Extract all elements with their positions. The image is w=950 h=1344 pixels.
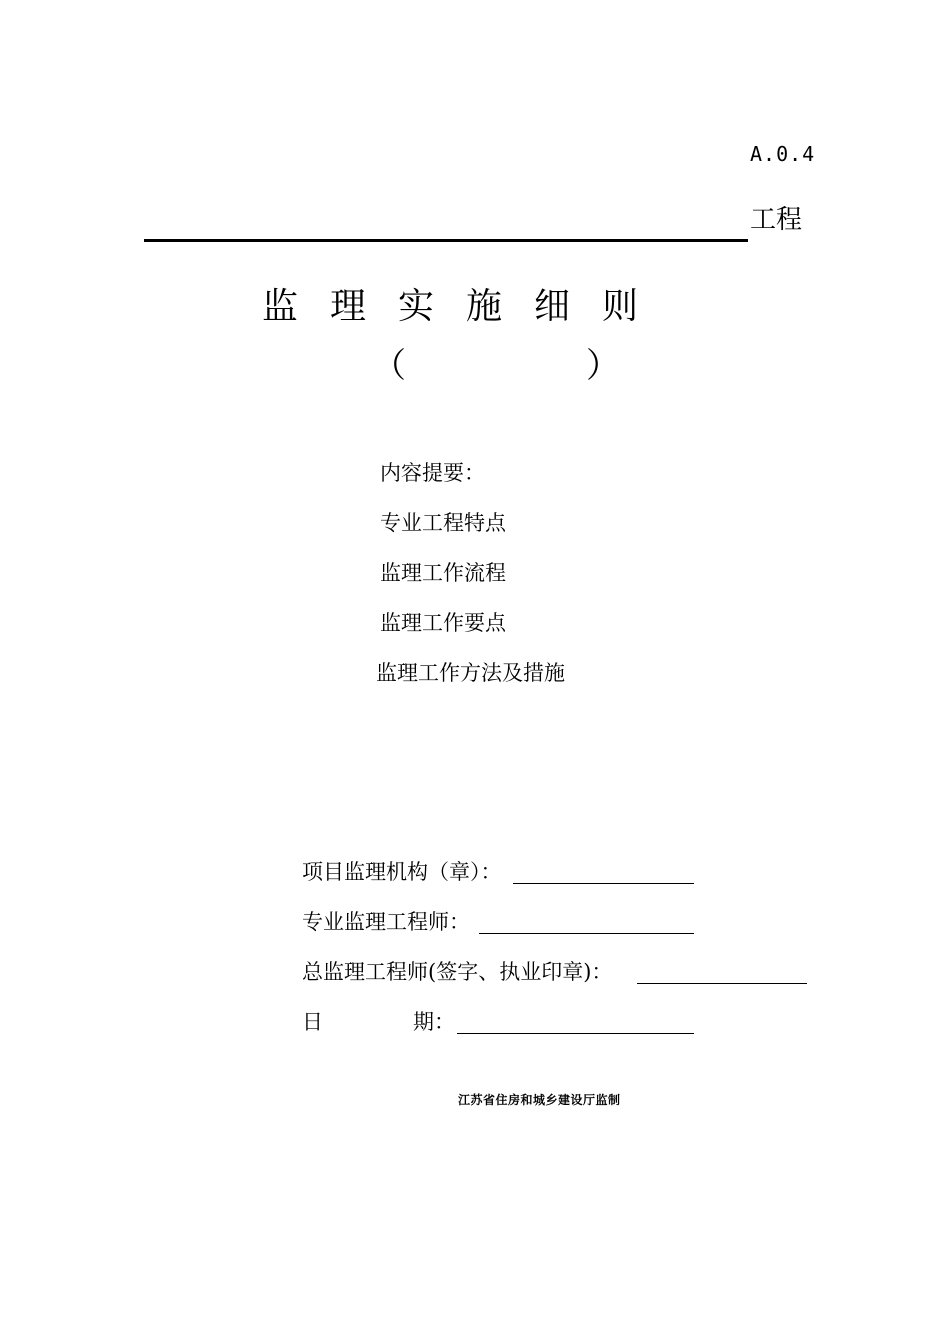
subtitle-paren-close: ） xyxy=(586,346,620,386)
contents-item: 监理工作方法及措施 xyxy=(376,661,565,685)
date-label xyxy=(302,1006,455,1036)
org-seal-line xyxy=(513,883,694,884)
issuer-footer: 江苏省住房和城乡建设厅监制 xyxy=(458,1093,621,1107)
date-label-first: 日 xyxy=(302,1010,323,1034)
chief-engineer-signature-line xyxy=(637,983,807,984)
document-title: 监理实施细则 xyxy=(262,286,671,327)
org-seal-label: 项目监理机构（章）： xyxy=(302,860,502,884)
project-name-line xyxy=(144,239,748,242)
form-code: A.0.4 xyxy=(750,142,816,166)
engineer-label: 专业监理工程师： xyxy=(302,910,470,934)
engineer-signature-line xyxy=(479,933,694,934)
subtitle-paren-open: （ xyxy=(372,346,406,386)
chief-engineer-label: 总监理工程师(签字、执业印章)： xyxy=(302,960,613,984)
project-suffix: 工程 xyxy=(750,205,803,235)
contents-item: 监理工作流程 xyxy=(380,561,506,585)
contents-item: 专业工程特点 xyxy=(380,511,506,535)
contents-heading: 内容提要： xyxy=(380,461,485,485)
date-line xyxy=(457,1033,694,1034)
contents-item: 监理工作要点 xyxy=(380,611,506,635)
date-label-second: 期： xyxy=(413,1010,455,1034)
